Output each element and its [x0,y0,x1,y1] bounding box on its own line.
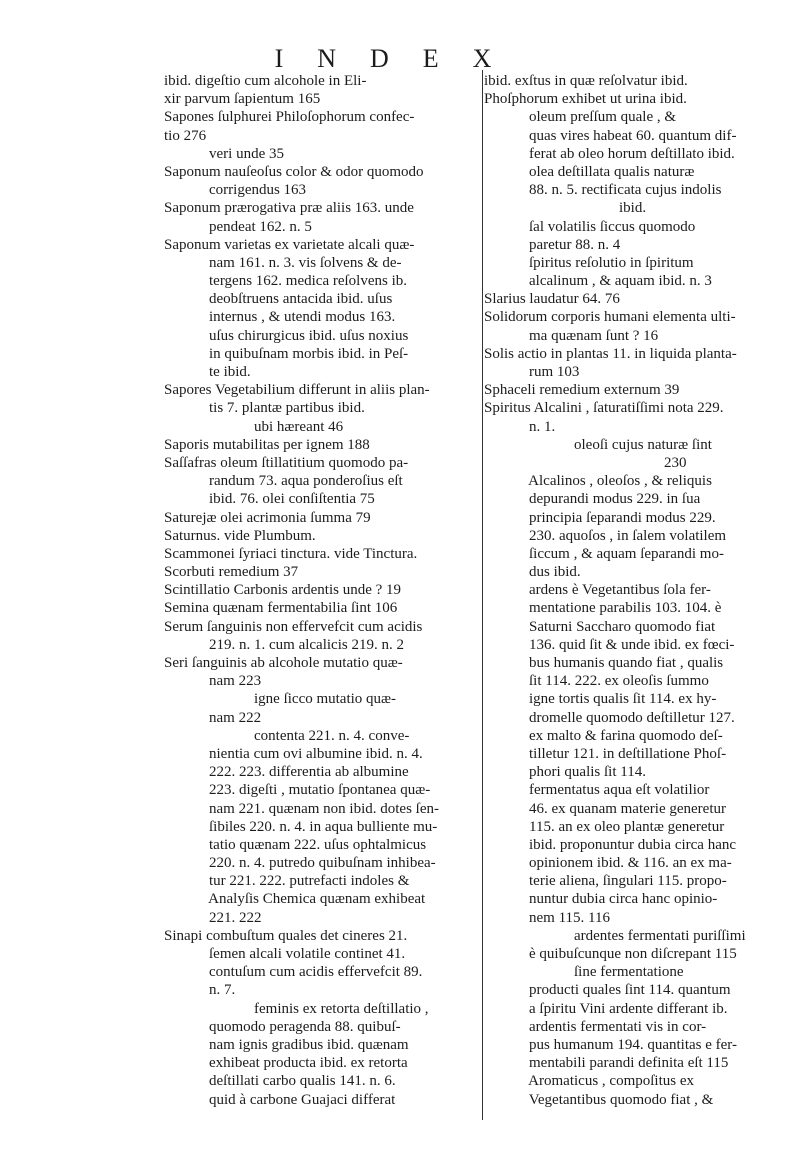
index-entry-line: Saponum prærogativa præ aliis 163. unde [164,200,414,217]
index-entry-line: opinionem ibid. & 116. an ex ma- [484,855,732,872]
index-entry-line: olea deſtillata qualis naturæ [484,163,695,180]
index-entry-line: nem 115. 116 [484,909,610,926]
index-entry-line: ardens è Vegetantibus ſola fer- [484,582,711,599]
index-entry-line: Solidorum corporis humani elementa ulti- [484,309,736,326]
index-entry-line: Saturejæ olei acrimonia ſumma 79 [164,509,371,526]
index-entry-line: tilletur 121. in deſtillatione Phoſ- [484,745,727,762]
index-entry-line: nam ignis gradibus ibid. quænam [164,1036,409,1053]
index-entry-line: 230. aquoſos , in ſalem volatilem [484,527,727,544]
index-entry-line: fermentatus aqua eſt volatilior [484,782,710,799]
index-entry-line: Semina quænam fermentabilia ſint 106 [164,600,398,617]
index-entry-line: tur 221. 222. putrefacti indoles & [164,873,410,890]
index-entry-line: dromelle quomodo deſtilletur 127. [484,709,735,726]
index-entry-line: Vegetantibus quomodo fiat , & [484,1091,714,1108]
index-entry-line: mentatione parabilis 103. 104. è [484,600,722,617]
index-entry-line: oleum preſſum quale , & [484,109,677,126]
index-entry-line: ibid. [484,200,647,217]
index-entry-line: Alcalinos , oleoſos , & reliquis [484,473,712,490]
index-entry-line: quomodo peragenda 88. quibuſ- [164,1018,401,1035]
column-divider [482,70,483,1120]
index-entry-line: n. 7. [164,982,236,999]
index-entry-line: nam 161. n. 3. vis ſolvens & de- [164,254,402,271]
index-entry-line: ibid. exſtus in quæ reſolvatur ibid. [484,73,688,89]
index-entry-line: nientia cum ovi albumine ibid. n. 4. [164,745,423,762]
index-entry-line: igne tortis qualis ſit 114. ex hy- [484,691,717,708]
index-entry-line: Scorbuti remedium 37 [164,564,299,581]
index-entry-line: terie aliena, ſingulari 115. propo- [484,873,727,890]
index-entry-line: ex malto & farina quomodo deſ- [484,727,723,744]
index-entry-line: Sphaceli remedium externum 39 [484,382,680,399]
index-entry-line: dus ibid. [484,564,581,581]
index-entry-line: 222. 223. differentia ab albumine [164,764,409,781]
index-entry-line: nam 223 [164,673,262,690]
index-entry-line: igne ſicco mutatio quæ- [164,691,397,708]
index-entry-line: quid à carbone Guajaci differat [164,1091,396,1108]
index-entry-line: Sapones ſulphurei Philoſophorum confec- [164,109,415,126]
index-entry-line: 220. n. 4. putredo quibuſnam inhibea- [164,855,436,872]
index-entry-line: 219. n. 1. cum alcalicis 219. n. 2 [164,636,404,653]
index-entry-line: nuntur dubia circa hanc opinio- [484,891,718,908]
index-entry-line: rum 103 [484,364,580,380]
index-entry-line: xir parvum ſapientum 165 [164,91,321,108]
index-entry-line: 115. an ex oleo plantæ generetur [484,818,725,835]
index-entry-line: exhibeat producta ibid. ex retorta [164,1055,408,1072]
index-entry-line: Scintillatio Carbonis ardentis unde ? 19 [164,582,402,599]
index-entry-line: Solis actio in plantas 11. in liquida planta- [484,345,737,362]
index-entry-line: bus humanis quando fiat , qualis [484,655,724,671]
index-entry-line: te ibid. [164,364,251,380]
index-entry-line: veri unde 35 [164,145,284,162]
index-column-left [164,72,476,1109]
index-entry-line: ibid. digeſtio cum alcohole in Eli- [164,73,367,89]
index-entry-line: ſemen alcali volatile continet 41. [164,946,406,962]
index-entry-line: ſibiles 220. n. 4. in aqua bulliente mu- [164,818,438,835]
index-entry-line: uſus chirurgicus ibid. uſus noxius [164,327,409,344]
index-entry-line: paretur 88. n. 4 [484,236,621,253]
index-entry-line: Scammonei ſyriaci tinctura. vide Tinctura. [164,545,418,562]
index-entry-line: Seri ſanguinis ab alcohole mutatio quæ- [164,655,403,671]
index-entry-line: corrigendus 163 [164,182,307,199]
index-entry-line: 136. quid ſit & unde ibid. ex fœci- [484,636,735,653]
index-entry-line: Sinapi combuſtum quales det cineres 21. [164,927,408,944]
index-entry-line: Saponum nauſeoſus color & odor quomodo [164,163,424,180]
index-entry-line: Serum ſanguinis non effervefcit cum acidis [164,618,423,635]
index-entry-line: ibid. proponuntur dubia circa hanc [484,836,737,853]
index-entry-line: ardentis fermentati vis in cor- [484,1018,707,1035]
index-entry-line: Saturni Saccharo quomodo fiat [484,618,716,635]
index-entry-line: ſine fermentatione [484,964,684,981]
index-entry-line: principia ſeparandi modus 229. [484,509,716,526]
index-entry-line: depurandi modus 229. in ſua [484,491,701,508]
index-entry-line: ardentes fermentati puriſſimi [484,927,746,944]
index-entry-line: nam 221. quænam non ibid. dotes ſen- [164,800,439,817]
index-entry-line: n. 1. [484,418,556,435]
index-entry-line: in quibuſnam morbis ibid. in Peſ- [164,345,409,362]
index-entry-line: randum 73. aqua ponderoſius eſt [164,473,403,490]
index-entry-line: mentabili parandi definita eſt 115 [484,1055,729,1072]
index-entry-line: tis 7. plantæ partibus ibid. [164,400,365,417]
index-entry-line: Sapores Vegetabilium differunt in aliis plan- [164,382,430,399]
index-entry-line: ſpiritus reſolutio in ſpiritum [484,254,694,271]
index-entry-line: ma quænam ſunt ? 16 [484,327,659,344]
index-entry-line: a ſpiritu Vini ardente differant ib. [484,1000,728,1017]
index-entry-line: tatio quænam 222. uſus ophtalmicus [164,836,427,853]
index-entry-line: quas vires habeat 60. quantum dif- [484,127,737,144]
index-entry-line: Spiritus Alcalini , ſaturatiſſimi nota 229. [484,400,724,417]
index-entry-line: ſiccum , & aquam ſeparandi mo- [484,545,724,562]
index-entry-line: ſit 114. 222. ex oleoſis ſummo [484,673,709,690]
index-entry-line: 88. n. 5. rectificata cujus indolis [484,182,722,199]
index-entry-line: 221. 222 [164,909,262,926]
index-entry-line: pus humanum 194. quantitas e fer- [484,1036,737,1053]
index-entry-line: Saponum varietas ex varietate alcali quæ- [164,236,415,253]
index-entry-line: contuſum cum acidis effervefcit 89. [164,964,423,981]
index-entry-line: Aromaticus , compoſitus ex [484,1073,694,1090]
index-entry-line: contenta 221. n. 4. conve- [164,727,410,744]
index-entry-line: internus , & utendi modus 163. [164,309,396,326]
index-entry-line: feminis ex retorta deſtillatio , [164,1000,429,1017]
index-entry-line: Phoſphorum exhibet ut urina ibid. [484,91,687,108]
index-entry-line: alcalinum , & aquam ibid. n. 3 [484,273,712,290]
index-entry-line: Saporis mutabilitas per ignem 188 [164,436,370,453]
index-entry-line: deobſtruens antacida ibid. uſus [164,291,393,308]
index-entry-line: nam 222 [164,709,262,726]
index-entry-line: pendeat 162. n. 5 [164,218,312,235]
index-entry-line: 230 [484,454,687,471]
index-entry-line: tergens 162. medica reſolvens ib. [164,273,408,290]
index-entry-line: ſal volatilis ſiccus quomodo [484,218,696,235]
index-entry-line: phori qualis ſit 114. [484,764,646,781]
page-header: INDEX [274,44,526,73]
index-column-right [484,72,784,1109]
index-entry-line: oleoſi cujus naturæ ſint [484,436,712,453]
index-entry-line: deſtillati carbo qualis 141. n. 6. [164,1073,396,1090]
index-entry-line: Saſſafras oleum ſtillatitium quomodo pa- [164,454,409,471]
index-entry-line: Analyſis Chemica quænam exhibeat [164,891,426,908]
index-entry-line: ubi hæreant 46 [164,418,344,435]
index-entry-line: ibid. 76. olei conſiſtentia 75 [164,491,375,508]
index-entry-line: 46. ex quanam materie generetur [484,800,726,817]
index-entry-line: ferat ab oleo horum deſtillato ibid. [484,145,735,162]
index-entry-line: tio 276 [164,127,207,144]
index-entry-line: producti quales ſint 114. quantum [484,982,731,999]
index-entry-line: Saturnus. vide Plumbum. [164,527,316,544]
index-entry-line: Slarius laudatur 64. 76 [484,291,620,308]
index-entry-line: 223. digeſti , mutatio ſpontanea quæ- [164,782,431,799]
index-entry-line: è quibuſcunque non diſcrepant 115 [484,946,737,962]
